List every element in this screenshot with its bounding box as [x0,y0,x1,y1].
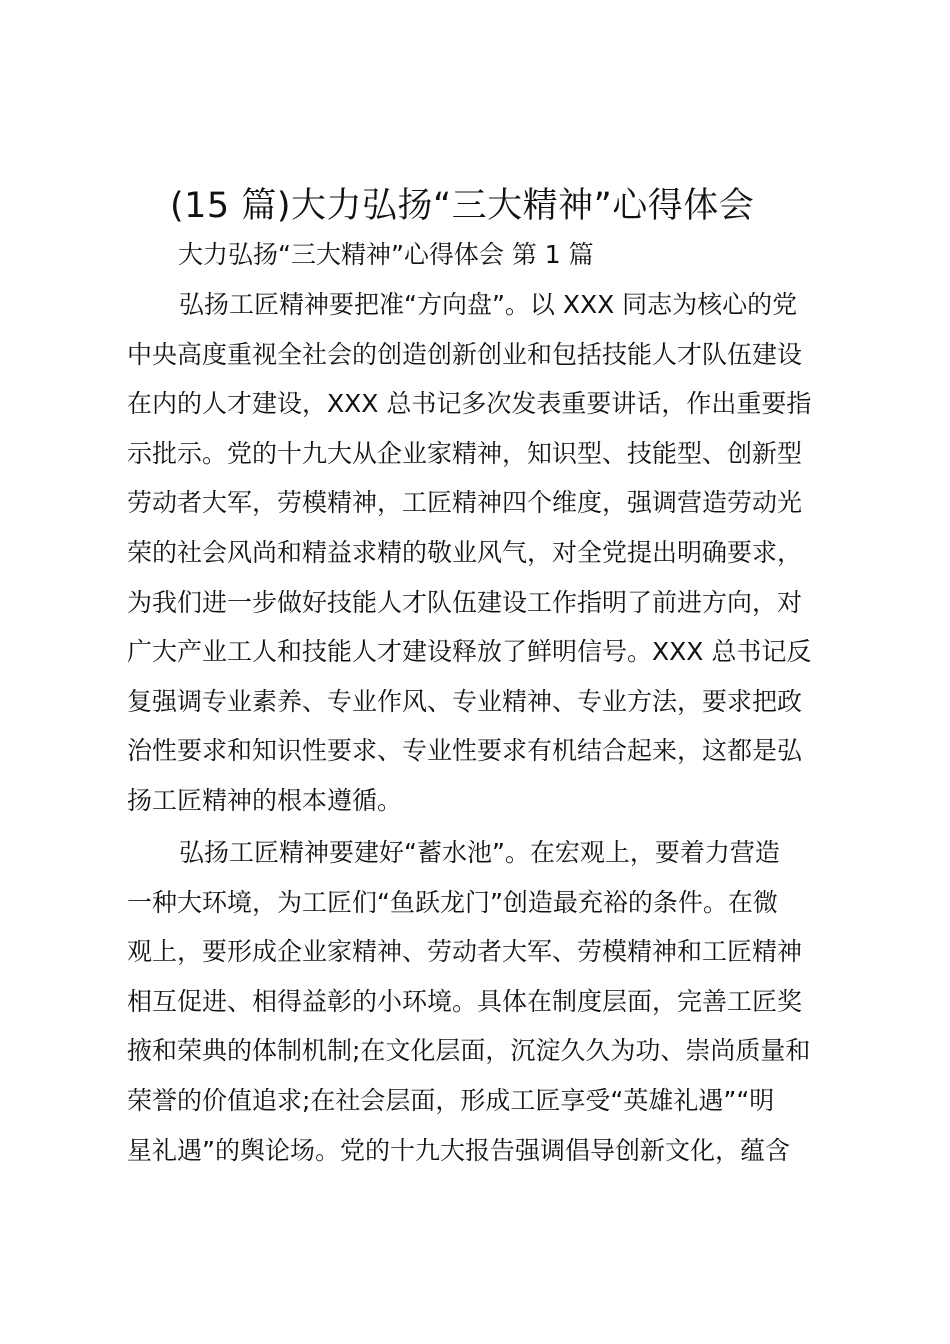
paragraph-line: 星礼遇”的舆论场。党的十九大报告强调倡导创新文化，蕴含 [127,1135,790,1165]
section-heading: 大力弘扬“三大精神”心得体会 第 1 篇 [178,240,594,269]
paragraph-line: 中央高度重视全社会的创造创新创业和包括技能人才队伍建设 [127,339,803,369]
paragraph-1 [127,280,839,826]
paragraph-line: 在内的人才建设，XXX 总书记多次发表重要讲话，作出重要指 [127,389,812,419]
paragraph-line: 劳动者大军，劳模精神，工匠精神四个维度，强调营造劳动光 [127,488,803,518]
paragraph-line: 荣誉的价值追求;在社会层面，形成工匠享受“英雄礼遇”“明 [127,1085,775,1115]
paragraph-line: 弘扬工匠精神要建好“蓄水池”。在宏观上，要着力营造 [179,838,780,867]
paragraph-line: 治性要求和知识性要求、专业性要求有机结合起来，这都是弘 [127,736,803,766]
document-title: (15 篇)大力弘扬“三大精神”心得体会 [170,186,755,226]
paragraph-line: 复强调专业素养、专业作风、专业精神、专业方法，要求把政 [127,686,803,716]
paragraph-line: 荣的社会风尚和精益求精的敬业风气，对全党提出明确要求， [127,537,803,567]
paragraph-line: 掖和荣典的体制机制;在文化层面，沉淀久久为功、崇尚质量和 [127,1036,811,1066]
paragraph-line: 扬工匠精神的根本遵循。 [127,785,403,815]
paragraph-2 [127,828,839,1175]
paragraph-line: 为我们进一步做好技能人才队伍建设工作指明了前进方向，对 [127,587,803,617]
paragraph-line: 弘扬工匠精神要把准“方向盘”。以 XXX 同志为核心的党 [179,290,798,319]
paragraph-line: 观上，要形成企业家精神、劳动者大军、劳模精神和工匠精神 [127,937,803,967]
paragraph-line: 示批示。党的十九大从企业家精神，知识型、技能型、创新型 [127,438,803,468]
paragraph-line: 一种大环境，为工匠们“鱼跃龙门”创造最充裕的条件。在微 [127,887,778,917]
paragraph-line: 相互促进、相得益彰的小环境。具体在制度层面，完善工匠奖 [127,986,803,1016]
paragraph-line: 广大产业工人和技能人才建设释放了鲜明信号。XXX 总书记反 [127,637,812,667]
